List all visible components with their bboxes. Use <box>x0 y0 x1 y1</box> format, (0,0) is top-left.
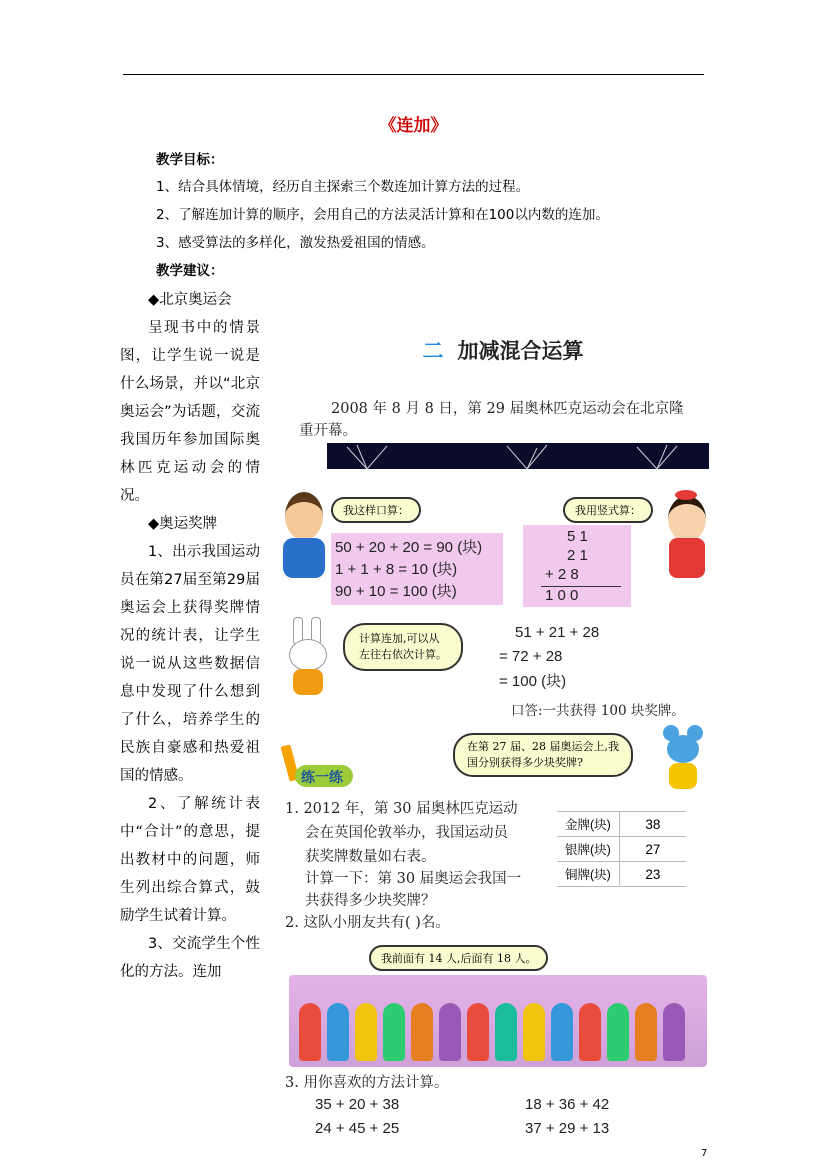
q3-text: 3. 用你喜欢的方法计算。 <box>285 1075 449 1091</box>
table-row <box>557 812 686 837</box>
q1-line-2: 会在英国伦敦举办，我国运动员 <box>305 825 508 841</box>
exercise-4: 37 + 29 + 13 <box>525 1120 610 1137</box>
vertical-row-2: 2 1 <box>567 547 588 564</box>
section2-item1: 1、出示我国运动员在第27届至第29届奥运会上获得奖牌情况的统计表，让学生说一说从这些数据信息中发现了什么想到了什么，培养学生的民族自豪感和热爱祖国的情感。 <box>120 544 260 784</box>
section2-item2: 2、了解统计表中“合计”的意思，提出教材中的问题，师生列出综合算式，鼓励学生试着计算。 <box>120 796 260 924</box>
q1-line-3: 获奖牌数量如右表。 <box>305 849 436 865</box>
exercise-1: 35 + 20 + 38 <box>315 1096 400 1113</box>
exercise-2: 18 + 36 + 42 <box>525 1096 610 1113</box>
oral-calc-1: 50 + 20 + 20 = 90 (块) <box>335 539 483 556</box>
objective-2: 2、了解连加计算的顺序，会用自己的方法灵活计算和在100以内数的连加。 <box>156 207 609 223</box>
section2-item3: 3、交流学生个性化的方法。连加 <box>120 936 260 980</box>
girl-illustration <box>663 490 711 580</box>
q1-line-1: 1. 2012 年，第 30 届奥林匹克运动 <box>285 801 518 817</box>
vertical-row-3: + 2 8 <box>545 566 579 583</box>
kids-speech-bubble: 我前面有 14 人,后面有 18 人。 <box>369 945 548 971</box>
page-title: 《连加》 <box>379 116 448 136</box>
intro-line-2: 重开幕。 <box>299 423 357 439</box>
medal-value: 27 <box>619 837 686 862</box>
oral-calc-2: 1 + 1 + 8 = 10 (块) <box>335 561 458 578</box>
intro-line-1: 2008 年 8 月 8 日，第 29 届奥林匹克运动会在北京隆 <box>331 401 684 417</box>
textbook-page <box>283 325 723 1145</box>
objective-3: 3、感受算法的多样化，激发热爱祖国的情感。 <box>156 235 435 251</box>
vertical-row-1: 5 1 <box>567 528 588 545</box>
boy-illustration <box>281 490 327 580</box>
girl-speech-bubble: 我用竖式算： <box>563 497 653 523</box>
rabbit-bubble-line-2: 左往右依次计算。 <box>359 648 447 661</box>
left-column <box>120 286 260 986</box>
q1-line-5: 共获得多少块奖牌？ <box>305 893 436 909</box>
mouse-bubble-line-1: 在第 27 届、28 届奥运会上,我 <box>467 740 619 753</box>
table-row <box>557 837 686 862</box>
header-rule <box>123 74 704 75</box>
medal-label: 铜牌(块) <box>557 862 619 887</box>
step-calc-1: 51 + 21 + 28 <box>515 624 600 641</box>
unit-title: 加减混合运算 <box>457 339 584 363</box>
objectives-heading: 教学目标： <box>156 152 224 168</box>
rabbit-bubble-line-1: 计算连加,可以从 <box>359 632 440 645</box>
medal-value: 38 <box>619 812 686 837</box>
section1-title: ◆北京奥运会 <box>148 292 232 308</box>
oral-calc-3: 90 + 10 = 100 (块) <box>335 583 457 600</box>
practice-label-text: 练一练 <box>301 770 343 786</box>
section2-title: ◆奥运奖牌 <box>148 516 218 532</box>
vertical-row-4: 1 0 0 <box>545 587 579 604</box>
mouse-illustration <box>659 725 709 791</box>
boy-speech-bubble: 我这样口算： <box>331 497 421 523</box>
table-row <box>557 862 686 887</box>
answer-text: 口答:一共获得 100 块奖牌。 <box>511 703 685 719</box>
section1-text: 呈现书中的情景图，让学生说一说是什么场景，并以“北京奥运会”为话题，交流我国历年参加国际奥林匹克运动会的情况。 <box>120 320 260 504</box>
exercise-3: 24 + 45 + 25 <box>315 1120 400 1137</box>
children-line-illustration <box>289 975 707 1067</box>
step-calc-2: = 72 + 28 <box>499 648 563 665</box>
rabbit-illustration <box>285 617 331 697</box>
q2-text: 2. 这队小朋友共有( )名。 <box>285 915 450 931</box>
fireworks-image <box>327 443 709 469</box>
suggestions-heading: 教学建议： <box>156 263 224 279</box>
mouse-speech-bubble <box>453 733 633 777</box>
page-number: 7 <box>701 1148 708 1159</box>
unit-number: 二 <box>422 339 444 363</box>
q1-line-4: 计算一下：第 30 届奥运会我国一 <box>305 871 522 887</box>
objective-1: 1、结合具体情境，经历自主探索三个数连加计算方法的过程。 <box>156 179 530 195</box>
medal-value: 23 <box>619 862 686 887</box>
unit-heading <box>283 335 723 365</box>
step-calc-3: = 100 (块) <box>499 673 567 690</box>
medal-label: 金牌(块) <box>557 812 619 837</box>
medal-table <box>557 811 686 887</box>
rabbit-speech-bubble <box>343 623 463 671</box>
practice-label <box>295 765 355 787</box>
medal-label: 银牌(块) <box>557 837 619 862</box>
mouse-bubble-line-2: 国分别获得多少块奖牌? <box>467 756 583 769</box>
